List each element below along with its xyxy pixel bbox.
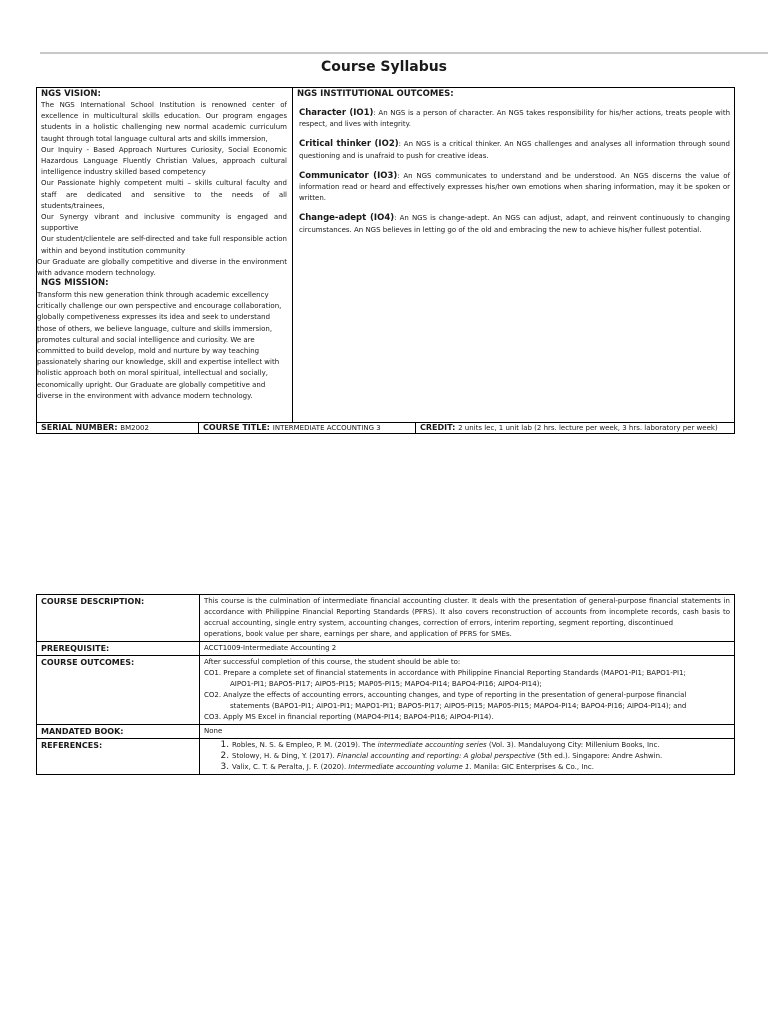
outcome-item [299,213,730,235]
reference-item [232,751,730,762]
course-title-cell: COURSE TITLE: INTERMEDIATE ACCOUNTING 3 [199,423,416,433]
vision-heading: NGS VISION: [41,89,101,99]
credit-cell: CREDIT: 2 units lec, 1 unit lab (2 hrs. lecture per week, 3 hrs. laboratory per week) [420,423,718,432]
mission-text: Transform this new generation think through academic excellency critically challenge our own perspective and encourage collaboration, globally competiveness expresses its idea and seek to understand those of others, we believe language, culture and skills immersion, promotes cultural and social intelligence and curiosity. We are committed to build develop, mold and nurture by way teaching passionately sharing our knowledge, skill and expertise intellect with holistic approach both on moral spiritual, intellectual and socially, economically upright. Our Graduate are globally competitive and diverse in the environment with advance modern technology. [37,291,282,400]
reference-publisher: Manila: GIC Enterprises & Co., Inc. [471,763,594,771]
course-title-value: INTERMEDIATE ACCOUNTING 3 [272,424,381,432]
course-outcome-item: CO1. Prepare a complete set of financial statements in accordance with Philippine Financial Reporting Standards (MAPO1-PI1; BAPO1-PI1; [204,669,686,677]
course-outcomes-cell [200,656,735,725]
vision-item: Our Passionate highly competent multi – skills cultural faculty and staff are dedicated and sensitive to the needs of all students/trainees, [41,179,287,210]
reference-publisher: (Vol. 3). Mandaluyong City: Millenium Books, Inc. [486,741,660,749]
header-rule [40,52,768,54]
reference-item [232,762,730,773]
course-outcome-item: CO3. Apply MS Excel in financial reporting (MAPO4-PI14; BAPO4-PI16; AIPO4-PI14). [204,713,494,721]
outcome-text: : An NGS is a person of character. An NGS takes responsibility for his/her actions, treats people with respect, and lives with integrity. [299,109,731,129]
vision-list [37,100,287,279]
credit-value: 2 units lec, 1 unit lab (2 hrs. lecture per week, 3 hrs. laboratory per week) [458,424,718,432]
course-outcomes-label: COURSE OUTCOMES: [37,656,200,725]
credit-label: CREDIT [420,423,453,432]
references-label: REFERENCES: [37,739,200,775]
mandated-book-label: MANDATED BOOK: [37,725,200,739]
vision-item: The NGS International School Institution is renowned center of excellence in multicultural skills education. Our program engages students in a holistic challenging new normal academic curriculum taught through total language cultural arts and skills immersion, [41,101,287,143]
outcome-item [299,171,730,205]
outcome-text: : An NGS communicates to understand and be understood. An NGS discerns the value of information read or heard and effectively expresses his/her own emotions when sharing information, may it be spoken or written. [299,171,730,203]
table-row [37,739,735,775]
outcome-label: Communicator (IO3) [299,170,398,181]
course-outcomes-intro: After successful completion of this course, the student should be able to: [204,658,461,666]
table-row [37,656,735,725]
outcomes-heading: NGS INSTITUTIONAL OUTCOMES: [297,89,454,99]
course-outcome-item: AIPO1-PI1; BAPO5-PI17; AIPO5-PI15; MAP05-PI15; MAPO4-PI14; BAPO4-PI16; AIPO4-PI14); [230,680,542,688]
vision-mission-cell [37,88,293,422]
page-title: Course Syllabus [320,59,448,75]
vision-item: Our Inquiry - Based Approach Nurtures Curiosity, Social Economic Hazardous Language Fluently Christian Values, approach cultural intelligence industry skilled based competency [41,145,287,177]
reference-author: Valix, C. T. & Peralta, J. F. (2020). [232,763,349,771]
outcome-text: : An NGS is change-adept. An NGS can adjust, adapt, and reinvent continuously to changing circumstances. An NGS believes in letting go of the old and embracing the new to achieve his/her fullest potential. [299,214,731,234]
reference-author: Robles, N. S. & Empleo, P. M. (2019). The [232,741,378,749]
prerequisite-value: ACCT1009-Intermediate Accounting 2 [200,642,735,656]
reference-author: Stolowy, H. & Ding, Y. (2017). [232,752,337,760]
course-outcome-item: statements (BAPO1-PI1; AIPO1-PI1; MAPO1-PI1; BAPO5-PI17; AIPO5-PI15; MAP05-PI15; MAPO4-PI14; BAPO4-PI16; AIPO4-PI14); and [230,702,687,710]
mission-heading: NGS MISSION: [41,278,109,288]
course-title-label: COURSE TITLE [203,423,267,432]
outcome-item [299,108,730,130]
course-info-row [36,422,735,434]
reference-publisher: (5th ed.). Singapore: Andre Ashwin. [535,752,663,760]
reference-title: Intermediate accounting volume 1. [348,763,472,771]
table-row [37,595,735,642]
course-details-table [36,594,735,775]
vision-item: Our Synergy vibrant and inclusive community is engaged and supportive [41,213,287,233]
mandated-book-value: None [200,725,735,739]
course-description-text: operations, book value per share, earnings per share, and application of PFRS for SMEs. [204,630,512,638]
vision-mission-table [36,87,735,423]
course-description-cell [200,595,735,642]
reference-title: intermediate accounting series [377,741,487,749]
vision-closing: Our Graduate are globally competitive and diverse in the environment with advance modern technology. [37,257,287,278]
table-row [37,725,735,739]
prerequisite-label: PREREQUISITE: [37,642,200,656]
outcome-text: : An NGS is a critical thinker. An NGS challenges and analyses all information through sound questioning and is unafraid to push for creative ideas. [299,140,730,160]
reference-title: Financial accounting and reporting: A global perspective [337,752,536,760]
outcome-label: Critical thinker (IO2) [299,139,399,150]
references-list [204,740,730,773]
outcome-label: Character (IO1) [299,108,374,118]
outcome-item [299,139,730,161]
serial-number-label: SERIAL NUMBER [41,423,115,432]
course-description-text: This course is the culmination of intermediate financial accounting cluster. It deals with the presentation of general-purpose financial statements in accordance with Philippine Financial Reporting Standards (PFRS). It also covers reconstruction of accounts from incomplete records, cash basis to accrual accounting, single entry system, accounting changes, correction of errors, interim reporting, segment reporting, discontinued [204,597,730,627]
table-row [37,642,735,656]
vision-item: Our student/clientele are self-directed and take full responsible action within and beyond institution community [41,235,287,255]
course-description-label: COURSE DESCRIPTION: [37,595,200,642]
reference-item [232,740,730,751]
course-outcome-item: CO2. Analyze the effects of accounting errors, accounting changes, and type of reporting in the presentation of general-purpose financial [204,691,687,699]
serial-number-value: BM2002 [120,424,149,432]
outcome-label: Change-adept (IO4) [299,213,395,224]
institutional-outcomes-cell [293,88,734,422]
references-cell [200,739,735,775]
serial-number-cell: SERIAL NUMBER: BM2002 [37,423,199,433]
